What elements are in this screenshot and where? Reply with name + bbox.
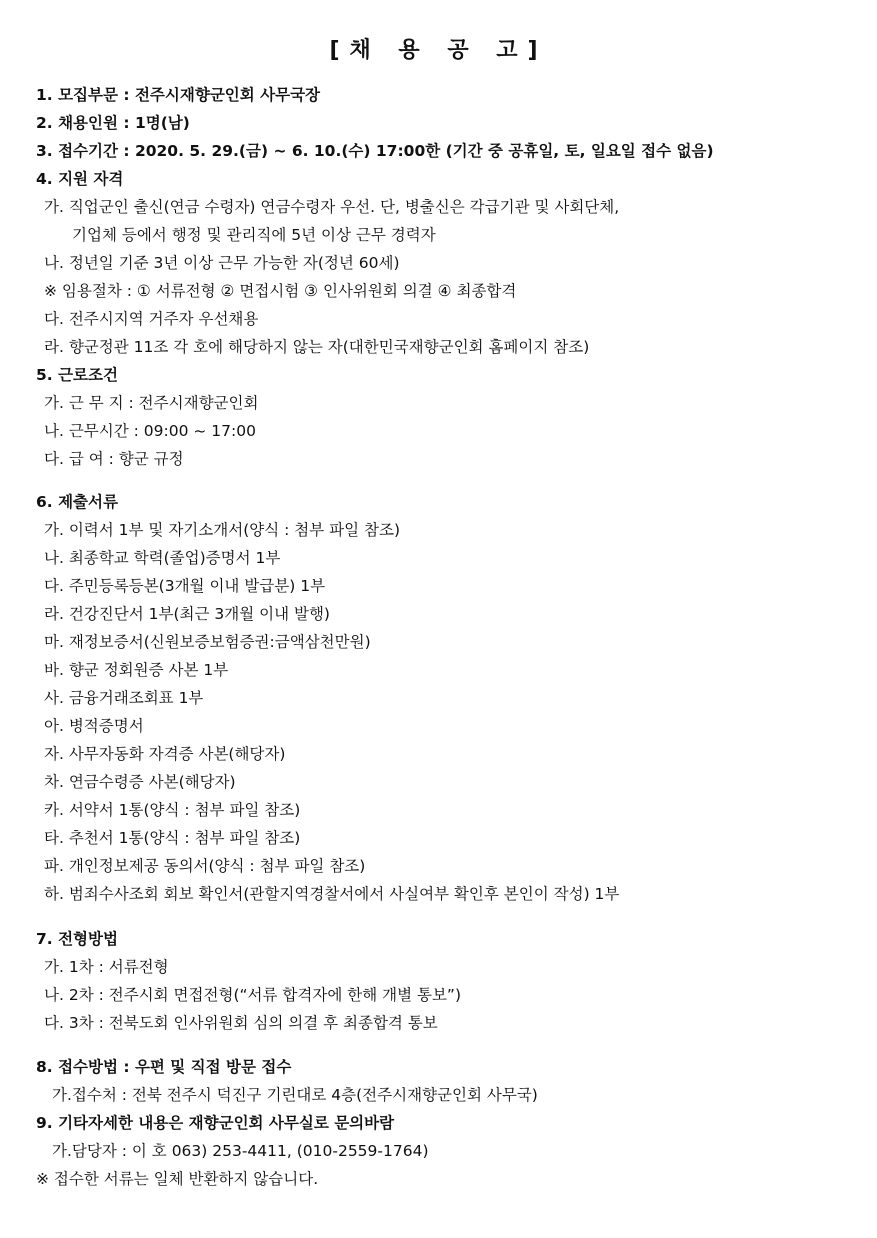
section-5-item-ga: 가. 근 무 지 : 전주시재향군인회 <box>44 394 259 412</box>
section-2-recruitment-count: 2. 채용인원 : 1명(남) <box>36 114 190 132</box>
section-6-item: 사. 금융거래조회표 1부 <box>44 689 204 707</box>
section-6-item: 자. 사무자동화 자격증 사본(해당자) <box>44 745 286 763</box>
section-3-application-period: 3. 접수기간 : 2020. 5. 29.(금) ~ 6. 10.(수) 17:00한 (기간 중 공휴일, 토, 일요일 접수 없음) <box>36 142 714 160</box>
section-5-item-da: 다. 급 여 : 향군 규정 <box>44 450 184 468</box>
section-8-item-ga: 가.접수처 : 전북 전주시 덕진구 기린대로 4층(전주시재향군인회 사무국) <box>52 1086 538 1104</box>
section-4-item-na: 나. 정년일 기준 3년 이상 근무 가능한 자(정년 60세) <box>44 254 400 272</box>
section-1-recruitment-division: 1. 모집부문 : 전주시재향군인회 사무국장 <box>36 86 321 104</box>
footer-note: ※ 접수한 서류는 일체 반환하지 않습니다. <box>36 1170 319 1188</box>
section-9-heading: 9. 기타자세한 내용은 재향군인회 사무실로 문의바람 <box>36 1114 395 1132</box>
section-6-item: 나. 최종학교 학력(졸업)증명서 1부 <box>44 549 281 567</box>
section-4-item-ga-line-2: 기업체 등에서 행정 및 관리직에 5년 이상 근무 경력자 <box>72 226 436 244</box>
section-7-heading: 7. 전형방법 <box>36 930 118 948</box>
section-6-item: 다. 주민등록등본(3개월 이내 발급분) 1부 <box>44 577 326 595</box>
section-7-item-da: 다. 3차 : 전북도회 인사위원회 심의 의결 후 최종합격 통보 <box>44 1014 438 1032</box>
section-6-item: 라. 건강진단서 1부(최근 3개월 이내 발행) <box>44 605 330 623</box>
section-6-item: 아. 병적증명서 <box>44 717 144 735</box>
section-5-item-na: 나. 근무시간 : 09:00 ~ 17:00 <box>44 422 256 440</box>
notice-title: [채 용 공 고] <box>329 38 548 63</box>
section-6-item: 하. 범죄수사조회 회보 확인서(관할지역경찰서에서 사실여부 확인후 본인이 작성) 1부 <box>44 885 620 903</box>
section-6-item: 파. 개인정보제공 동의서(양식 : 첨부 파일 참조) <box>44 857 366 875</box>
section-4-heading: 4. 지원 자격 <box>36 170 124 188</box>
section-6-item: 가. 이력서 1부 및 자기소개서(양식 : 첨부 파일 참조) <box>44 521 401 539</box>
section-4-procedure-note: ※ 임용절차 : ① 서류전형 ② 면접시험 ③ 인사위원회 의결 ④ 최종합격 <box>44 282 517 300</box>
section-7-item-na: 나. 2차 : 전주시회 면접전형(“서류 합격자에 한해 개별 통보”) <box>44 986 461 1004</box>
section-9-item-ga: 가.담당자 : 이 호 063) 253-4411, (010-2559-1764) <box>52 1142 429 1160</box>
section-6-item: 타. 추천서 1통(양식 : 첨부 파일 참조) <box>44 829 301 847</box>
section-6-heading: 6. 제출서류 <box>36 493 118 511</box>
section-6-item: 차. 연금수령증 사본(해당자) <box>44 773 236 791</box>
section-4-item-ga-line-1: 가. 직업군인 출신(연금 수령자) 연금수령자 우선. 단, 병출신은 각급기관 및 사회단체, <box>44 198 620 216</box>
section-8-heading: 8. 접수방법 : 우편 및 직접 방문 접수 <box>36 1058 292 1076</box>
section-4-item-ra: 라. 향군정관 11조 각 호에 해당하지 않는 자(대한민국재향군인회 홈페이지 참조) <box>44 338 590 356</box>
section-6-item: 카. 서약서 1통(양식 : 첨부 파일 참조) <box>44 801 301 819</box>
section-6-item: 바. 향군 정회원증 사본 1부 <box>44 661 229 679</box>
section-6-item: 마. 재정보증서(신원보증보험증권:금액삼천만원) <box>44 633 371 651</box>
section-7-item-ga: 가. 1차 : 서류전형 <box>44 958 169 976</box>
section-5-heading: 5. 근로조건 <box>36 366 118 384</box>
section-4-item-da: 다. 전주시지역 거주자 우선채용 <box>44 310 259 328</box>
